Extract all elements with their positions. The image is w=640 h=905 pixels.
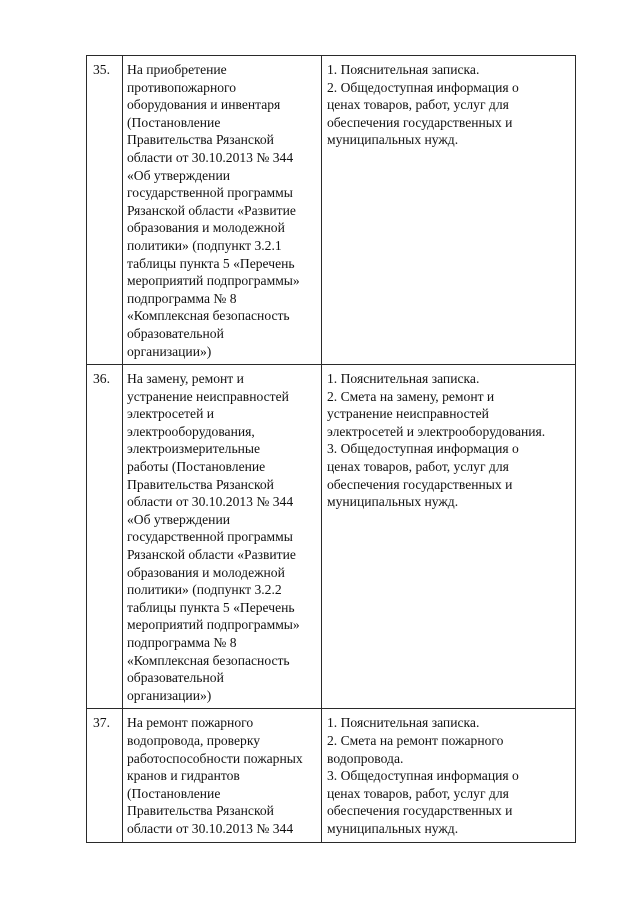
table-row [87, 365, 576, 709]
row-number: 35. [93, 62, 110, 77]
document-line: 2. Смета на замену, ремонт и [327, 388, 495, 404]
document-line: устранение неисправностей [327, 406, 489, 422]
row-number-cell [87, 56, 123, 365]
row-documents-cell [322, 365, 576, 709]
document-line: ценах товаров, работ, услуг для [327, 785, 509, 801]
document-line: 3. Общедоступная информация о [327, 441, 519, 457]
table-row [87, 709, 576, 842]
document-line: 1. Пояснительная записка. [327, 371, 480, 387]
document-line: обеспечения государственных и [327, 476, 513, 492]
document-line: 3. Общедоступная информация о [327, 768, 519, 784]
document-line: водопровода. [327, 750, 404, 766]
table-row [87, 56, 576, 365]
row-title: На приобретение противопожарного оборудования и инвентаря (Постановление Правительства Рязанской области от 30.10.2013 № 344 «Об утверждении государственной программы Рязанской области «Развитие образования и молодежной политики» (подпункт 3.2.1 таблицы пункта 5 «Перечень мероприятий подпрограммы» подпрограмма № 8 «Комплексная безопасность образовательной организации») [127, 62, 300, 359]
row-number-cell [87, 709, 123, 842]
row-number: 36. [93, 371, 110, 387]
row-number: 37. [93, 715, 110, 731]
document-line: электросетей и электрооборудования. [327, 423, 546, 439]
row-documents-cell [322, 709, 576, 842]
row-title: На замену, ремонт и устранение неисправностей электросетей и электрооборудования, электроизмерительные работы (Постановление Правительства Рязанской области от 30.10.2013 № 344 «Об утверждении государственной программы Рязанской области «Развитие образования и молодежной политики» (подпункт 3.2.2 таблицы пункта 5 «Перечень мероприятий подпрограммы» подпрограмма № 8 «Комплексная безопасность образовательной организации») [127, 371, 300, 703]
document-line: ценах товаров, работ, услуг для [327, 97, 509, 113]
document-line: 1. Пояснительная записка. [327, 62, 480, 77]
row-documents-cell [322, 56, 576, 365]
row-title-cell [123, 56, 322, 365]
document-line: 2. Смета на ремонт пожарного [327, 732, 504, 748]
document-line: ценах товаров, работ, услуг для [327, 459, 509, 475]
document-line: муниципальных нужд. [327, 494, 459, 510]
row-title-cell [123, 365, 322, 709]
document-line: обеспечения государственных и [327, 114, 513, 130]
document-line: 1. Пояснительная записка. [327, 715, 480, 731]
document-line: муниципальных нужд. [327, 820, 459, 836]
row-title-cell [123, 709, 322, 842]
document-line: 2. Общедоступная информация о [327, 79, 519, 95]
document-line: обеспечения государственных и [327, 803, 513, 819]
document-line: муниципальных нужд. [327, 132, 459, 148]
expenses-table [86, 55, 576, 843]
row-title: На ремонт пожарного водопровода, проверку работоспособности пожарных кранов и гидрантов (Постановление Правительства Рязанской области от 30.10.2013 № 344 [127, 715, 303, 836]
row-number-cell [87, 365, 123, 709]
